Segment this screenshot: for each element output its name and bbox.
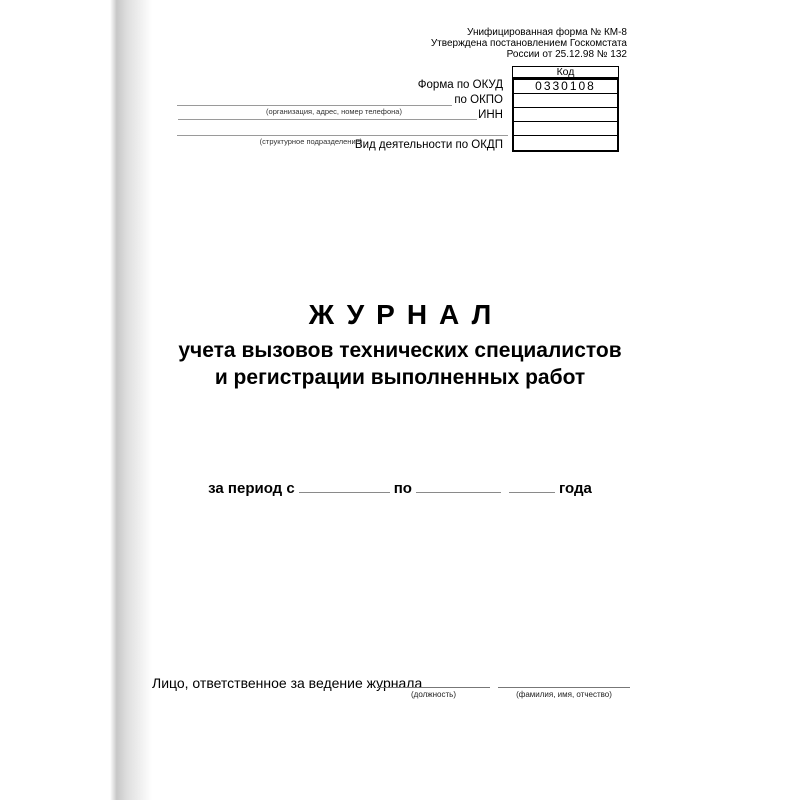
fio-signature-blank — [498, 676, 630, 699]
period-middle: по — [393, 480, 412, 497]
unified-form-reference — [431, 27, 627, 60]
label-okud: Форма по ОКУД — [417, 79, 503, 91]
fio-blank-line — [498, 676, 630, 688]
code-table — [512, 66, 619, 152]
code-table-body — [512, 78, 619, 152]
position-caption: (должность) — [411, 690, 456, 699]
label-inn: ИНН — [478, 109, 503, 121]
code-table-header: Код — [512, 66, 619, 78]
position-blank-line — [377, 676, 490, 688]
journal-subtitle — [0, 337, 800, 391]
code-cell-okdp — [514, 136, 617, 150]
code-cell-okpo — [514, 94, 617, 108]
organization-blank-line — [177, 105, 452, 106]
fio-caption: (фамилия, имя, отчество) — [516, 690, 612, 699]
period-prefix: за период с — [208, 480, 295, 497]
period-year-blank — [509, 488, 555, 493]
journal-title: ЖУРНАЛ — [308, 299, 504, 330]
code-cell-inn — [514, 108, 617, 122]
period-from-blank — [299, 488, 390, 493]
label-okdp: Вид деятельности по ОКДП — [354, 139, 503, 151]
inn-blank-line — [178, 119, 477, 120]
cover-spine-shadow — [110, 0, 152, 800]
unit-caption: (структурное подразделение) — [259, 137, 363, 146]
unit-blank-line — [177, 135, 508, 136]
journal-subtitle-line1: учета вызовов технических специалистов — [178, 339, 622, 362]
label-okpo: по ОКПО — [454, 94, 503, 106]
position-signature-blank — [377, 676, 490, 699]
ref-line-date: России от 25.12.98 № 132 — [506, 49, 627, 60]
code-cell-okud: 0330108 — [514, 80, 617, 94]
ref-line-form: Унифицированная форма № КМ-8 — [467, 27, 627, 38]
organization-caption: (организация, адрес, номер телефона) — [266, 107, 402, 116]
code-cell-extra — [514, 122, 617, 136]
ref-line-approved: Утверждена постановлением Госкомстата — [430, 38, 627, 49]
responsible-person-label: Лицо, ответственное за ведение журнала — [152, 675, 423, 691]
period-to-blank — [416, 488, 501, 493]
period-line — [0, 480, 800, 497]
journal-subtitle-line2: и регистрации выполненных работ — [214, 366, 586, 389]
period-suffix: года — [558, 480, 592, 497]
